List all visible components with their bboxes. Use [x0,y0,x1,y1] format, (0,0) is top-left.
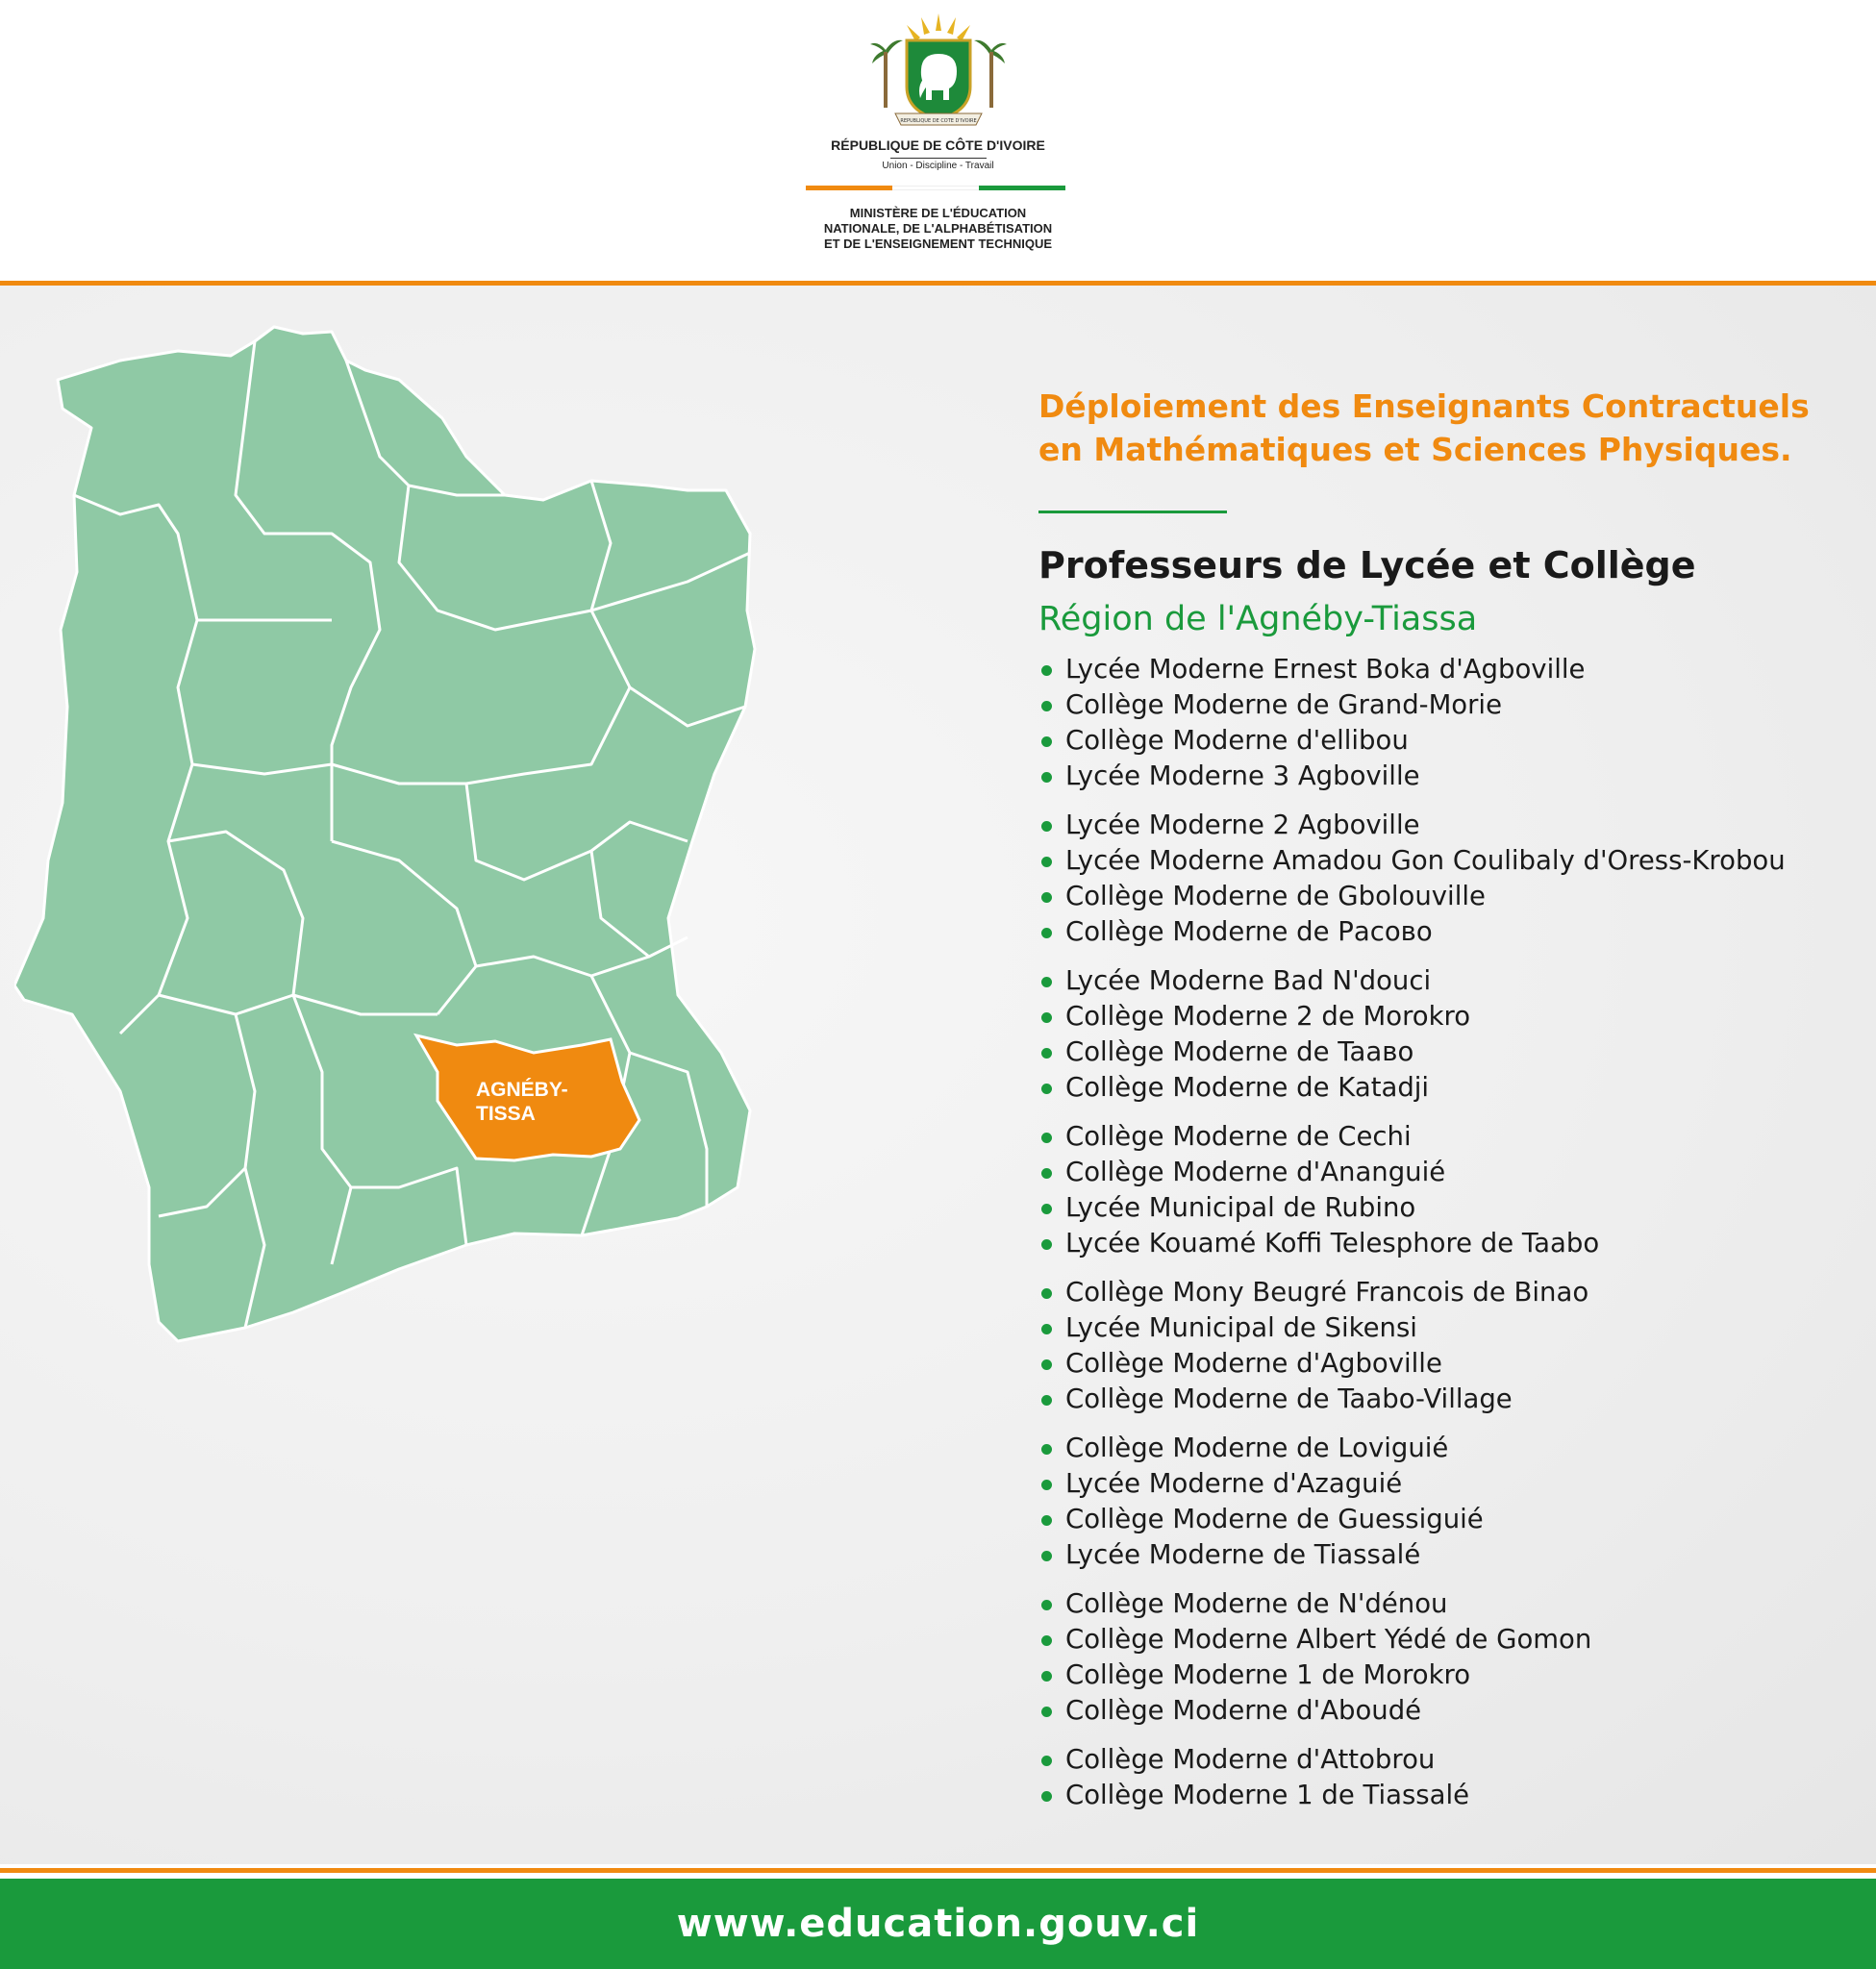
school-name: Collège Moderne de Cechi [1065,1121,1412,1152]
bullet-dot-icon [1041,821,1052,832]
bullet-dot-icon [1041,1048,1052,1059]
school-name: Lycée Moderne 3 Agboville [1065,760,1420,791]
bullet-dot-icon [1041,1444,1052,1455]
school-name: Collège Moderne 2 de Morokro [1065,1001,1471,1032]
school-name: Lycée Moderne 2 Agboville [1065,810,1420,840]
ministry-line: NATIONALE, DE L'ALPHABÉTISATION [823,221,1053,236]
school-name: Collège Moderne de Расово [1065,916,1433,947]
bullet-dot-icon [1041,1204,1052,1214]
school-group [1038,1431,1875,1573]
school-group [1038,808,1875,950]
website-link[interactable]: www.education.gouv.ci [676,1902,1200,1946]
school-list-item [1038,1693,1875,1729]
republic-name: RÉPUBLIQUE DE CÔTE D'IVOIRE [831,137,1045,153]
school-group [1038,1275,1875,1417]
school-name: Lycée Kouamé Koffi Telesphore de Taabo [1065,1228,1600,1259]
page-footer [0,1879,1876,1969]
title-divider [1038,511,1227,513]
school-list-item [1038,1657,1875,1693]
school-name: Lycée Moderne Bad N'douci [1065,965,1432,996]
bullet-dot-icon [1041,1168,1052,1179]
school-list-item [1038,1155,1875,1190]
bullet-dot-icon [1041,701,1052,711]
bullet-dot-icon [1041,977,1052,987]
flag-green-stripe [979,186,1065,190]
school-list-item [1038,808,1875,843]
flag-white-stripe [892,186,979,190]
school-name: Collège Moderne de Loviguié [1065,1433,1449,1463]
school-list-item [1038,759,1875,794]
bullet-dot-icon [1041,1395,1052,1406]
bullet-dot-icon [1041,1239,1052,1250]
school-list-item [1038,1502,1875,1537]
bullet-dot-icon [1041,1671,1052,1682]
bullet-dot-icon [1041,1600,1052,1610]
school-name: Collège Moderne de Taabo-Village [1065,1383,1513,1414]
coat-of-arms-icon [868,12,1009,137]
school-list-item [1038,1537,1875,1573]
school-name: Lycée Municipal de Sikensi [1065,1312,1417,1343]
title-line: en Mathématiques et Sciences Physiques. [1038,431,1792,468]
cote-divoire-map [14,322,966,1351]
school-list-item [1038,1466,1875,1502]
svg-text:REPUBLIQUE DE COTE D'IVOIRE: REPUBLIQUE DE COTE D'IVOIRE [900,118,977,124]
school-list-item [1038,1034,1875,1070]
school-list-item [1038,1382,1875,1417]
school-name: Lycée Moderne Ernest Boka d'Agboville [1065,654,1586,685]
school-list-item [1038,1622,1875,1657]
school-group [1038,963,1875,1106]
page-title [1038,385,1865,471]
school-list-item [1038,1346,1875,1382]
school-list-item [1038,999,1875,1034]
bullet-dot-icon [1041,1288,1052,1299]
school-name: Collège Moderne de Gbolouville [1065,881,1486,911]
school-list [1038,652,1875,1827]
school-group [1038,652,1875,794]
school-list-item [1038,1586,1875,1622]
ministry-line: ET DE L'ENSEIGNEMENT TECHNIQUE [823,237,1053,251]
school-name: Collège Moderne 1 de Morokro [1065,1659,1471,1690]
bullet-dot-icon [1041,1012,1052,1023]
school-name: Collège Moderne de Katadji [1065,1072,1430,1103]
bullet-dot-icon [1041,1133,1052,1143]
bullet-dot-icon [1041,665,1052,676]
school-name: Lycée Moderne Amadou Gon Coulibaly d'Oress-Krobou [1065,845,1786,876]
school-name: Collège Moderne d'Aboudé [1065,1695,1422,1726]
school-name: Collège Mony Beugré Francois de Binao [1065,1277,1589,1308]
school-list-item [1038,914,1875,950]
country-outline [14,327,755,1341]
school-name: Collège Moderne 1 de Tiassalé [1065,1780,1470,1810]
ministry-line: MINISTÈRE DE L'ÉDUCATION [849,206,1027,220]
school-name: Collège Moderne d'Ananguié [1065,1157,1446,1187]
bullet-dot-icon [1041,1791,1052,1802]
school-list-item [1038,1310,1875,1346]
region-title: Région de l'Agnéby-Tiassa [1038,600,1478,638]
bullet-dot-icon [1041,1707,1052,1717]
school-list-item [1038,1275,1875,1310]
school-name: Lycée Municipal de Rubino [1065,1192,1416,1223]
school-group [1038,1119,1875,1261]
bullet-dot-icon [1041,1515,1052,1526]
bullet-dot-icon [1041,928,1052,938]
school-list-item [1038,1742,1875,1778]
school-name: Lycée Moderne d'Azaguié [1065,1468,1403,1499]
school-list-item [1038,723,1875,759]
school-list-item [1038,1431,1875,1466]
bullet-dot-icon [1041,1084,1052,1094]
school-name: Collège Moderne de N'dénou [1065,1588,1448,1619]
school-name: Collège Moderne d'ellibou [1065,725,1409,756]
school-name: Collège Moderne de Guessiguié [1065,1504,1484,1534]
school-name: Collège Moderne Albert Yédé de Gomon [1065,1624,1592,1655]
ministry-name [0,206,1876,252]
school-group [1038,1742,1875,1813]
motto-divider [890,158,987,159]
flag-orange-stripe [806,186,892,190]
title-line: Déploiement des Enseignants Contractuels [1038,387,1810,425]
bullet-dot-icon [1041,857,1052,867]
school-list-item [1038,963,1875,999]
school-list-item [1038,1119,1875,1155]
bullet-dot-icon [1041,1551,1052,1561]
bullet-dot-icon [1041,892,1052,903]
school-list-item [1038,1070,1875,1106]
region-label: AGNÉBY- TISSA [476,1079,568,1125]
footer-orange-rule [0,1868,1876,1873]
bullet-dot-icon [1041,1324,1052,1334]
school-list-item [1038,652,1875,687]
school-list-item [1038,843,1875,879]
school-name: Collège Moderne de Taaво [1065,1036,1414,1067]
school-list-item [1038,1226,1875,1261]
bullet-dot-icon [1041,736,1052,747]
bullet-dot-icon [1041,1480,1052,1490]
school-name: Collège Moderne d'Agboville [1065,1348,1442,1379]
school-list-item [1038,687,1875,723]
school-list-item [1038,1190,1875,1226]
bullet-dot-icon [1041,772,1052,783]
school-name: Lycée Moderne de Tiassalé [1065,1539,1421,1570]
page-header [0,0,1876,281]
school-list-item [1038,1778,1875,1813]
school-list-item [1038,879,1875,914]
bullet-dot-icon [1041,1756,1052,1766]
section-subtitle: Professeurs de Lycée et Collège [1038,544,1696,586]
school-group [1038,1586,1875,1729]
bullet-dot-icon [1041,1359,1052,1370]
school-name: Collège Moderne de Grand-Morie [1065,689,1502,720]
national-motto: Union - Discipline - Travail [882,161,994,171]
school-name: Collège Moderne d'Attobrou [1065,1744,1436,1775]
bullet-dot-icon [1041,1635,1052,1646]
